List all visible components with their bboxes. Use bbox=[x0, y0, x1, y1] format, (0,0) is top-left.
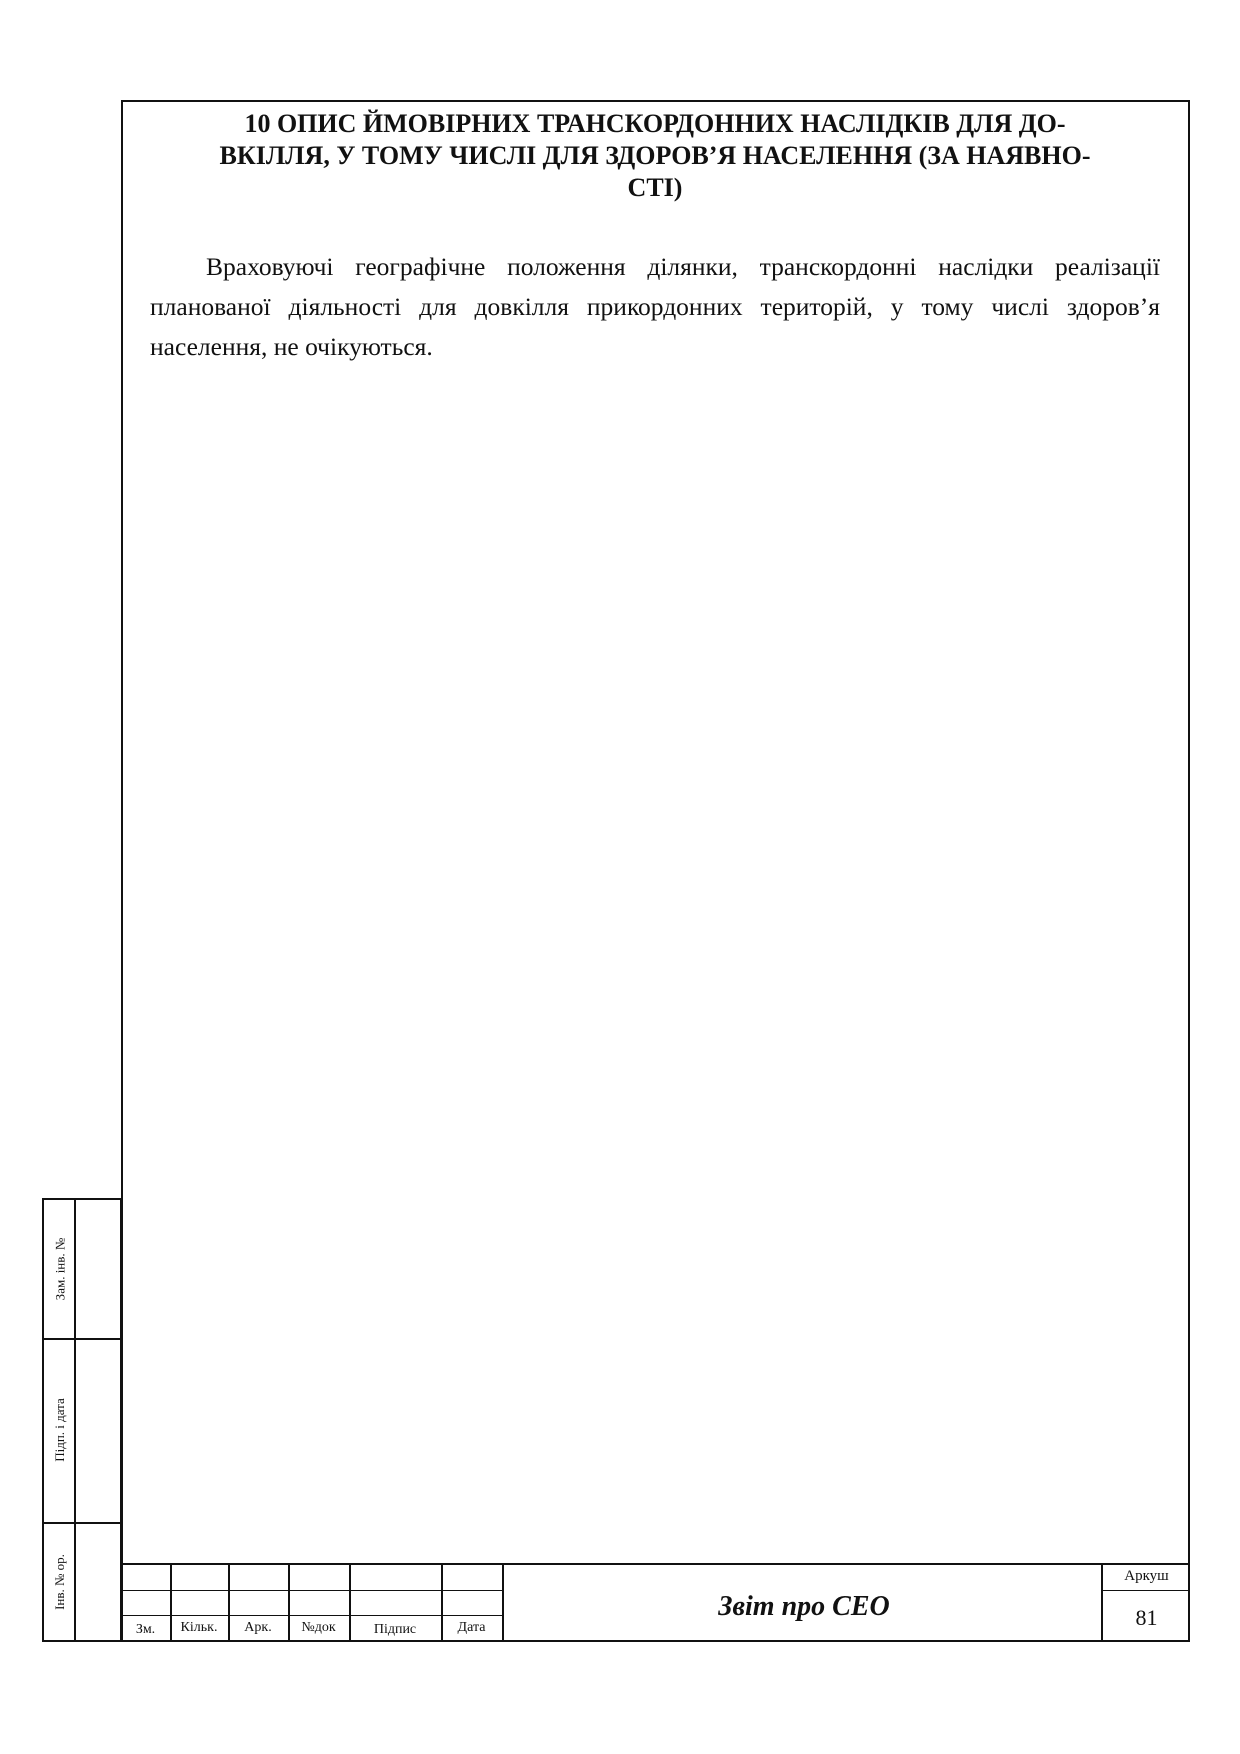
col-kilk: Кільк. bbox=[180, 1620, 218, 1635]
tb-divider bbox=[1101, 1590, 1190, 1591]
strip-field-inv-or bbox=[46, 1522, 74, 1642]
tb-divider bbox=[121, 1615, 502, 1616]
body-text bbox=[150, 247, 1160, 367]
document-title: Звіт про СЕО bbox=[718, 1591, 890, 1622]
strip-label: Зам. інв. № bbox=[52, 1237, 67, 1301]
tb-divider bbox=[121, 1590, 502, 1591]
strip-field-pidp-data bbox=[46, 1338, 74, 1522]
sheet-number: 81 bbox=[1135, 1605, 1158, 1630]
col-pidpys: Підпис bbox=[373, 1622, 417, 1637]
title-block bbox=[121, 1563, 1190, 1642]
strip-label: Інв. № ор. bbox=[52, 1554, 68, 1610]
section-heading bbox=[150, 108, 1160, 204]
side-strip bbox=[42, 1198, 122, 1642]
sheet-label: Аркуш bbox=[1124, 1568, 1169, 1584]
strip-label: Підп. і дата bbox=[52, 1398, 67, 1462]
strip-field-zam-inv bbox=[46, 1200, 74, 1338]
strip-divider bbox=[74, 1200, 76, 1640]
col-zm: Зм. bbox=[135, 1622, 156, 1637]
col-ark: Арк. bbox=[244, 1620, 272, 1635]
paragraph: Враховуючі географічне положення ділянки, транскордонні наслідки реалізації планованої діяльності для довкілля прикордонних територій, у тому числі здоров’я населення, не очікуються. bbox=[150, 252, 1160, 361]
col-ndok: №док bbox=[301, 1620, 336, 1635]
col-data: Дата bbox=[457, 1620, 486, 1635]
heading-line-2: ВКІЛЛЯ, У ТОМУ ЧИСЛІ ДЛЯ ЗДОРОВ’Я НАСЕЛЕННЯ (ЗА НАЯВНО- bbox=[219, 141, 1091, 170]
heading-line-1: 10 ОПИС ЙМОВІРНИХ ТРАНСКОРДОННИХ НАСЛІДКІВ ДЛЯ ДО- bbox=[244, 109, 1066, 138]
heading-line-3: СТІ) bbox=[627, 173, 683, 202]
